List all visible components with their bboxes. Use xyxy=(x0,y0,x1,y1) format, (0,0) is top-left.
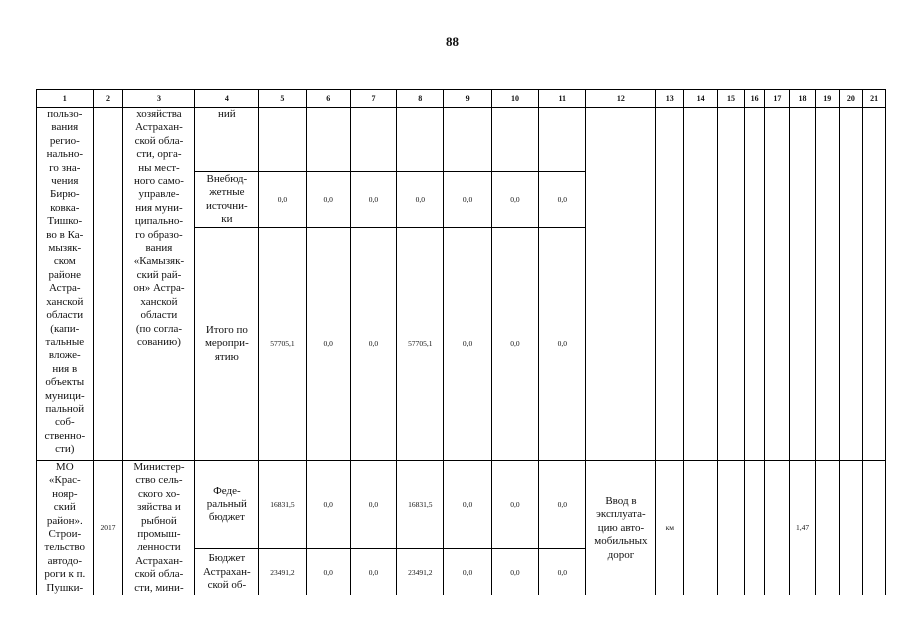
empty-cell xyxy=(839,461,863,596)
value-cell xyxy=(444,108,491,172)
funding-source: ний xyxy=(195,108,259,172)
value-cell: 0,0 xyxy=(350,549,396,595)
value-cell-18: 1,47 xyxy=(790,461,816,596)
table-row xyxy=(37,108,886,172)
funding-source: Бюджет Астрахан- ской об- xyxy=(195,549,259,595)
value-cell: 0,0 xyxy=(444,461,491,549)
value-cell xyxy=(350,108,396,172)
value-cell: 0,0 xyxy=(491,549,538,595)
table-row xyxy=(37,461,886,549)
empty-cell xyxy=(765,461,790,596)
measure-name: пользо- вания регио- нально- го зна- чения Бирю- ковка- Тишко- во в Ка- мызяк- ском районе Астра- ханской области (капи- тальные вложе- ния в объекты муници- пальной соб- ственно- сти) xyxy=(37,108,94,461)
value-cell: 57705,1 xyxy=(259,228,306,461)
value-cell: 0,0 xyxy=(306,172,350,228)
value-cell: 0,0 xyxy=(539,228,586,461)
value-cell: 0,0 xyxy=(491,461,538,549)
value-cell xyxy=(397,108,444,172)
value-cell: 0,0 xyxy=(444,172,491,228)
empty-cell xyxy=(815,461,839,596)
value-cell: 0,0 xyxy=(539,461,586,549)
value-cell: 0,0 xyxy=(539,172,586,228)
header-cell: 16 xyxy=(744,90,765,108)
indicator-cell xyxy=(586,108,656,461)
unit-cell xyxy=(656,108,684,461)
value-cell: 0,0 xyxy=(444,549,491,595)
value-cell: 16831,5 xyxy=(259,461,306,549)
empty-cell xyxy=(684,461,718,596)
funding-source: Итого по меропри- ятию xyxy=(195,228,259,461)
value-cell: 57705,1 xyxy=(397,228,444,461)
executor-cell: хозяйства Астрахан- ской обла- сти, орга- ны мест- ного само- управле- ния муни- ципально- го образо- вания «Камызяк- ский рай- он» Астра- ханской области (по согла- сованию) xyxy=(123,108,195,461)
value-cell xyxy=(306,108,350,172)
header-cell: 1 xyxy=(37,90,94,108)
value-cell: 0,0 xyxy=(306,549,350,595)
budget-table xyxy=(36,89,886,595)
page-number: 88 xyxy=(446,34,459,49)
value-cell: 16831,5 xyxy=(397,461,444,549)
header-cell: 8 xyxy=(397,90,444,108)
funding-source: Внебюд- жетные источни- ки xyxy=(195,172,259,228)
empty-cell xyxy=(863,461,886,596)
header-cell: 13 xyxy=(656,90,684,108)
header-cell: 6 xyxy=(306,90,350,108)
funding-source: Феде- ральный бюджет xyxy=(195,461,259,549)
empty-cell xyxy=(790,108,816,461)
value-cell: 0,0 xyxy=(259,172,306,228)
value-cell: 0,0 xyxy=(306,228,350,461)
indicator-cell: Ввод в эксплуата- цию авто- мобильных дорог xyxy=(586,461,656,596)
value-cell: 0,0 xyxy=(491,228,538,461)
empty-cell xyxy=(839,108,863,461)
empty-cell xyxy=(863,108,886,461)
empty-cell xyxy=(684,108,718,461)
header-cell: 4 xyxy=(195,90,259,108)
value-cell xyxy=(491,108,538,172)
header-cell: 14 xyxy=(684,90,718,108)
value-cell: 0,0 xyxy=(539,549,586,595)
executor-cell: Министер- ство сель- ского хо- зяйства и рыбной промыш- ленности Астрахан- ской обла- сти, мини- xyxy=(123,461,195,596)
empty-cell xyxy=(744,108,765,461)
header-row xyxy=(37,90,886,108)
header-cell: 10 xyxy=(491,90,538,108)
value-cell: 0,0 xyxy=(350,228,396,461)
header-cell: 20 xyxy=(839,90,863,108)
value-cell xyxy=(539,108,586,172)
header-cell: 5 xyxy=(259,90,306,108)
empty-cell xyxy=(718,108,745,461)
header-cell: 9 xyxy=(444,90,491,108)
unit-cell: км xyxy=(656,461,684,596)
empty-cell xyxy=(765,108,790,461)
empty-cell xyxy=(815,108,839,461)
header-cell: 18 xyxy=(790,90,816,108)
measure-name: МО «Крас- нояр- ский район». Строи- тельство автодо- роги к п. Пушки- xyxy=(37,461,94,596)
value-cell: 0,0 xyxy=(444,228,491,461)
header-cell: 2 xyxy=(93,90,123,108)
value-cell: 0,0 xyxy=(491,172,538,228)
header-cell: 7 xyxy=(350,90,396,108)
header-cell: 12 xyxy=(586,90,656,108)
empty-cell xyxy=(744,461,765,596)
header-cell: 15 xyxy=(718,90,745,108)
year-cell xyxy=(93,108,123,461)
value-cell xyxy=(259,108,306,172)
value-cell: 0,0 xyxy=(397,172,444,228)
empty-cell xyxy=(718,461,745,596)
year-cell: 2017 xyxy=(93,461,123,596)
value-cell: 0,0 xyxy=(350,461,396,549)
value-cell: 23491,2 xyxy=(397,549,444,595)
header-cell: 3 xyxy=(123,90,195,108)
header-cell: 11 xyxy=(539,90,586,108)
header-cell: 21 xyxy=(863,90,886,108)
header-cell: 19 xyxy=(815,90,839,108)
value-cell: 23491,2 xyxy=(259,549,306,595)
value-cell: 0,0 xyxy=(306,461,350,549)
value-cell: 0,0 xyxy=(350,172,396,228)
header-cell: 17 xyxy=(765,90,790,108)
